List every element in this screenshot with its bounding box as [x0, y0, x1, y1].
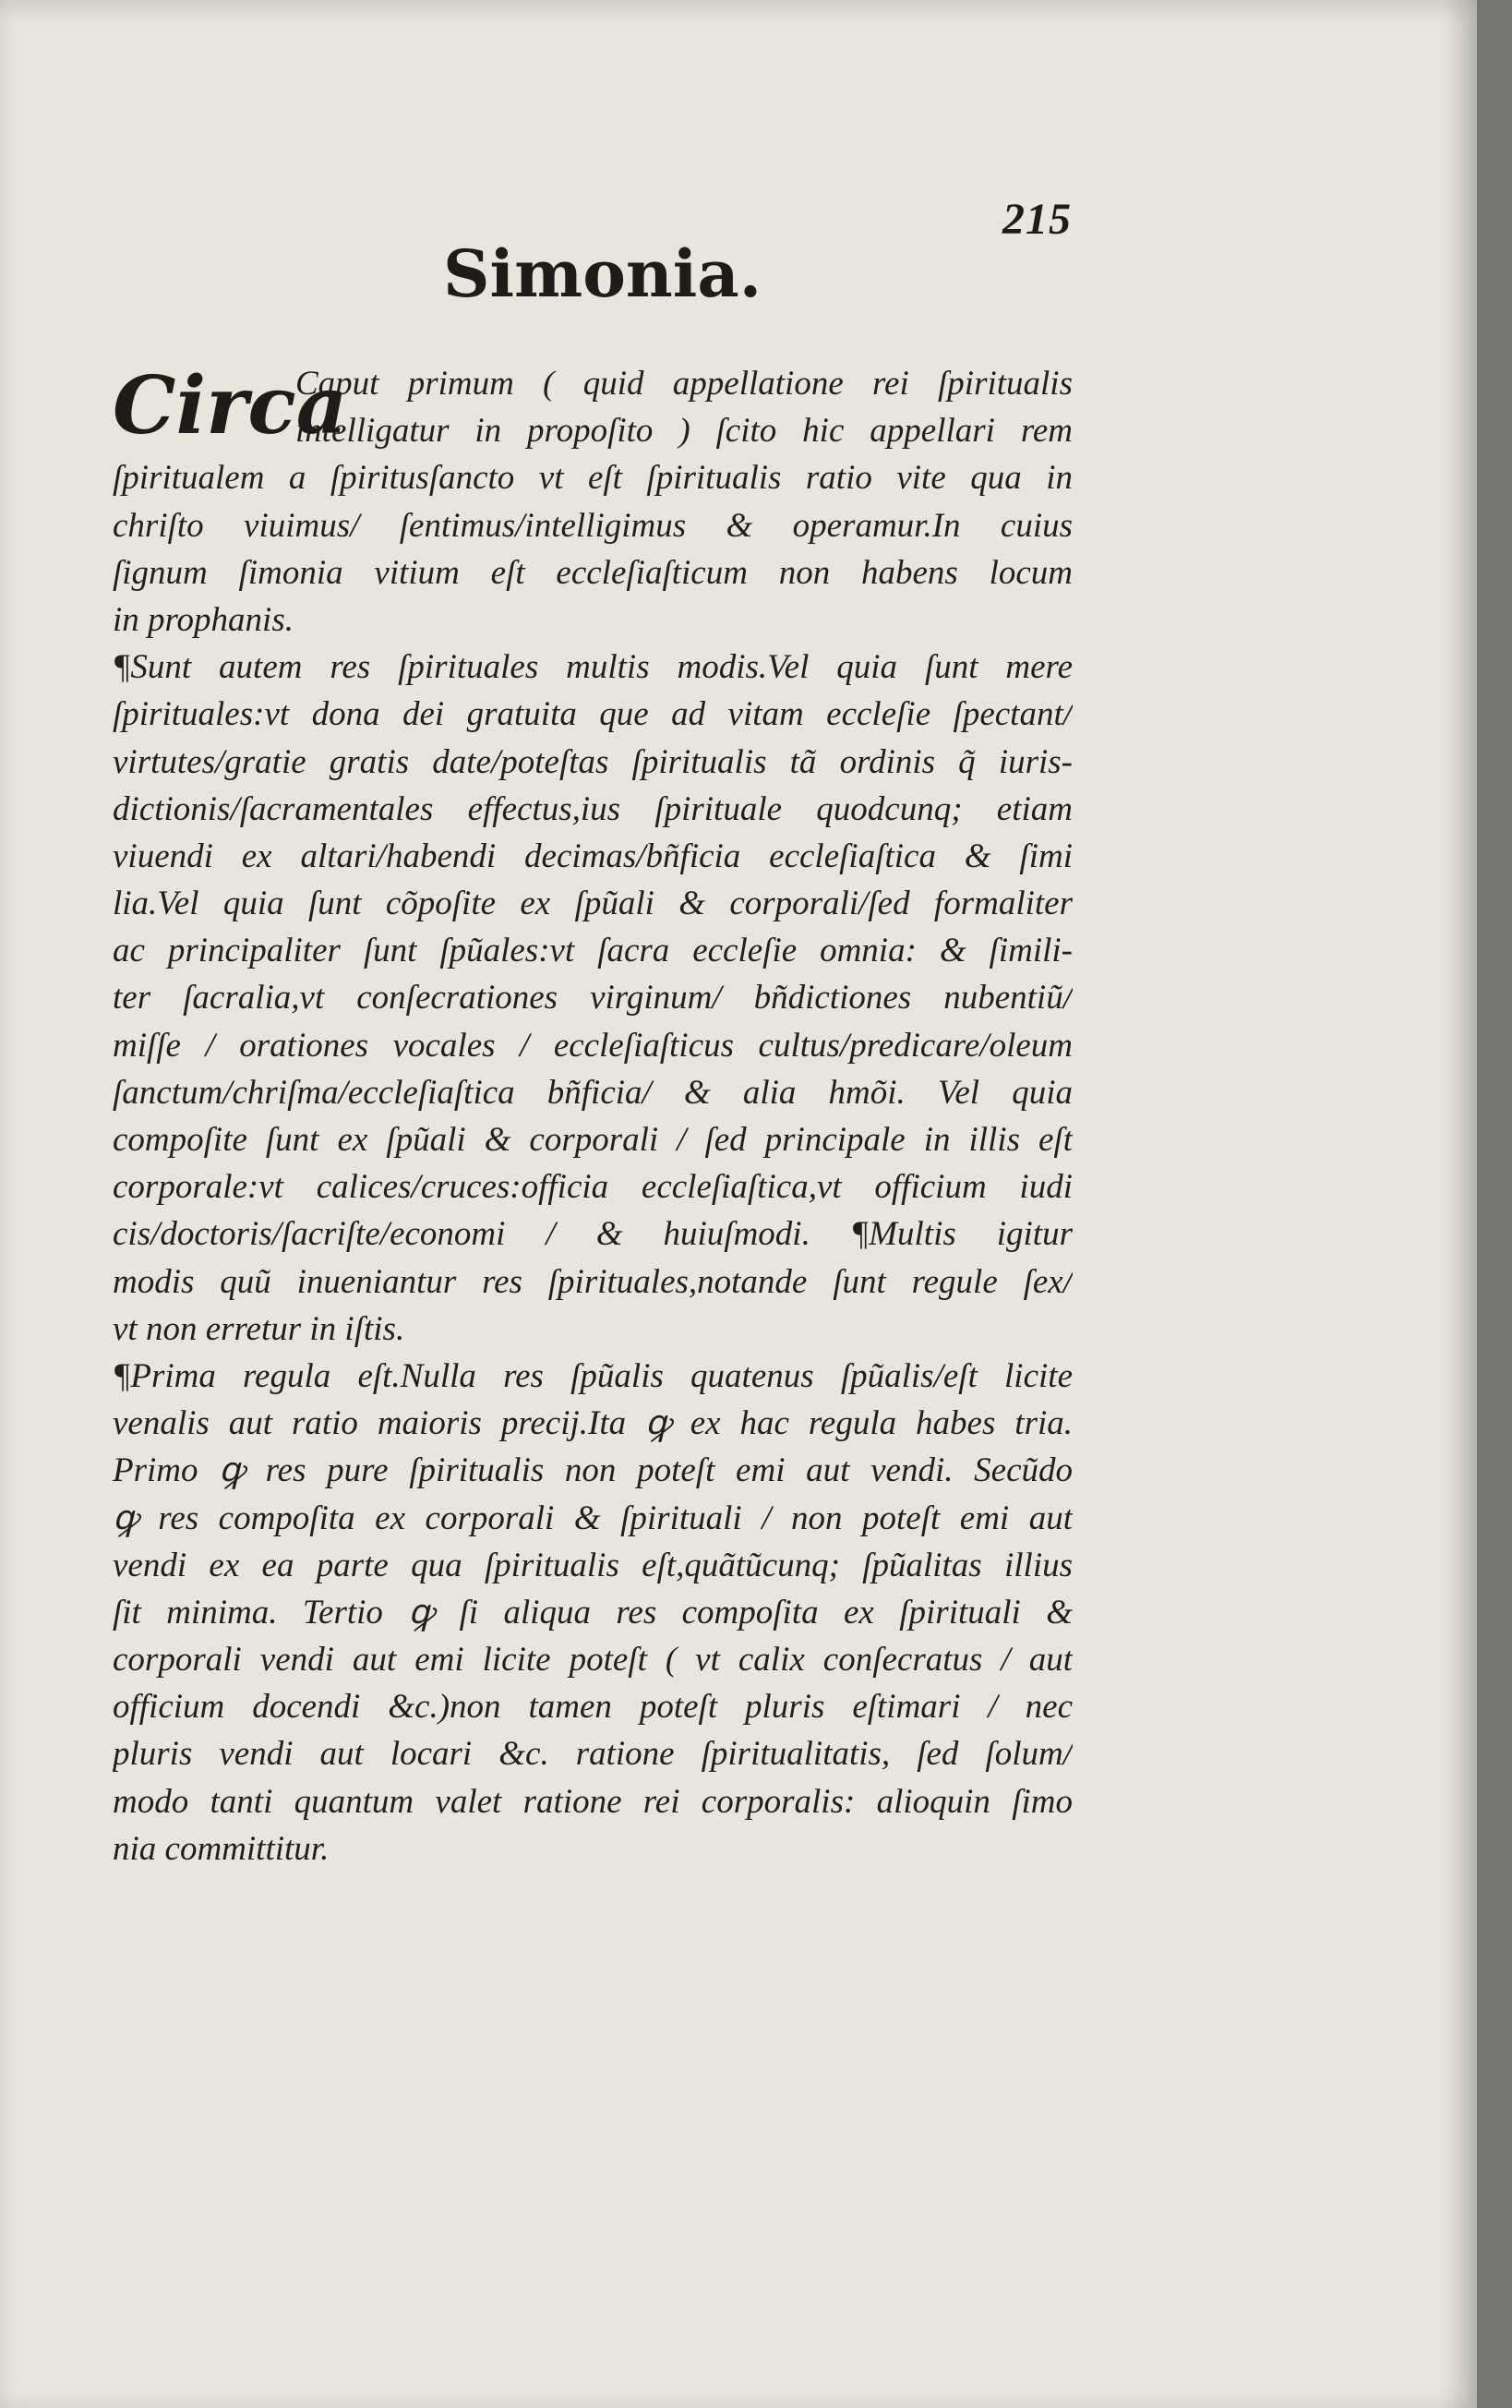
page-title: Simonia. — [443, 235, 762, 312]
text-line: viuendi ex altari/habendi decimas/bñficia eccleſiaſtica & ſimi — [113, 837, 1073, 875]
text-line: vt non erretur in iſtis. — [113, 1309, 405, 1348]
text-line: Primo ꝙ res pure ſpiritualis non poteſt emi aut vendi. Secũdo — [113, 1451, 1073, 1490]
text-line: virtutes/gratie gratis date/poteſtas ſpiritualis tã ordinis q̃ iuris- — [113, 742, 1073, 781]
text-line: venalis aut ratio maioris precij.Ita ꝙ ex hac regula habes tria. — [113, 1404, 1073, 1443]
text-line: ſpirituales:vt dona dei gratuita que ad vitam eccleſie ſpectant/ — [113, 695, 1073, 734]
text-line: Caput primum ( quid appellatione rei ſpiritualis — [295, 365, 1073, 403]
text-line: ter ſacralia,vt conſecrationes virginum/ bñdictiones nubentiũ/ — [113, 979, 1073, 1017]
text-line: nia committitur. — [113, 1829, 330, 1868]
text-line: intelligatur in propoſito ) ſcito hic appellari rem — [295, 412, 1073, 451]
text-line: in prophanis. — [113, 600, 294, 639]
text-line: corporali vendi aut emi licite poteſt ( vt calix conſecratus / aut — [113, 1641, 1073, 1680]
incipit-word: Circa — [113, 359, 348, 452]
text-line: modis quũ inueniantur res ſpirituales,notande ſunt regule ſex/ — [113, 1262, 1073, 1301]
text-line: pluris vendi aut locari &c. ratione ſpiritualitatis, ſed ſolum/ — [113, 1735, 1073, 1774]
text-line: officium docendi &c.)non tamen poteſt pluris eſtimari / nec — [113, 1688, 1073, 1727]
folio-number: 215 — [1002, 195, 1072, 244]
text-line: ac principaliter ſunt ſpũales:vt ſacra eccleſie omnia: & ſimili- — [113, 932, 1073, 970]
text-line: chriſto viuimus/ ſentimus/intelligimus & operamur.In cuius — [113, 506, 1073, 545]
text-line: modo tanti quantum valet ratione rei corporalis: alioquin ſimo — [113, 1782, 1073, 1821]
page-edge-shadow — [1440, 0, 1477, 2408]
text-line: vendi ex ea parte qua ſpiritualis eſt,quãtũcunq; ſpũalitas illius — [113, 1546, 1073, 1584]
text-line: miſſe / orationes vocales / eccleſiaſticus cultus/predicare/oleum — [113, 1026, 1073, 1065]
text-line: dictionis/ſacramentales effectus,ius ſpirituale quodcunq; etiam — [113, 789, 1073, 828]
text-line: ¶Prima regula eſt.Nulla res ſpũalis quatenus ſpũalis/eſt licite — [113, 1356, 1073, 1395]
text-line: compoſite ſunt ex ſpũali & corporali / ſed principale in illis eſt — [113, 1121, 1073, 1159]
text-line: lia.Vel quia ſunt cõpoſite ex ſpũali & corporali/ſed formaliter — [113, 885, 1073, 923]
body-text — [113, 360, 1073, 1872]
text-line: ſpiritualem a ſpiritusſancto vt eſt ſpiritualis ratio vite qua in — [113, 459, 1073, 498]
third-paragraph — [113, 1353, 1073, 1872]
text-line: ¶Sunt autem res ſpirituales multis modis.Vel quia ſunt mere — [113, 648, 1073, 687]
first-paragraph — [113, 360, 1073, 644]
text-line: corporale:vt calices/cruces:officia eccleſiaſtica,vt officium iudi — [113, 1168, 1073, 1207]
second-paragraph — [113, 644, 1073, 1353]
text-line: ꝙ res compoſita ex corporali & ſpirituali / non poteſt emi aut — [113, 1499, 1073, 1537]
text-line: ſanctum/chriſma/eccleſiaſtica bñficia/ & alia hmõi. Vel quia — [113, 1073, 1073, 1112]
text-line: ſit minima. Tertio ꝙ ſi aliqua res compoſita ex ſpirituali & — [113, 1593, 1073, 1631]
text-line: ſignum ſimonia vitium eſt eccleſiaſticum non habens locum — [113, 553, 1073, 592]
text-line: cis/doctoris/ſacriſte/economi / & huiuſmodi. ¶Multis igitur — [113, 1215, 1073, 1254]
